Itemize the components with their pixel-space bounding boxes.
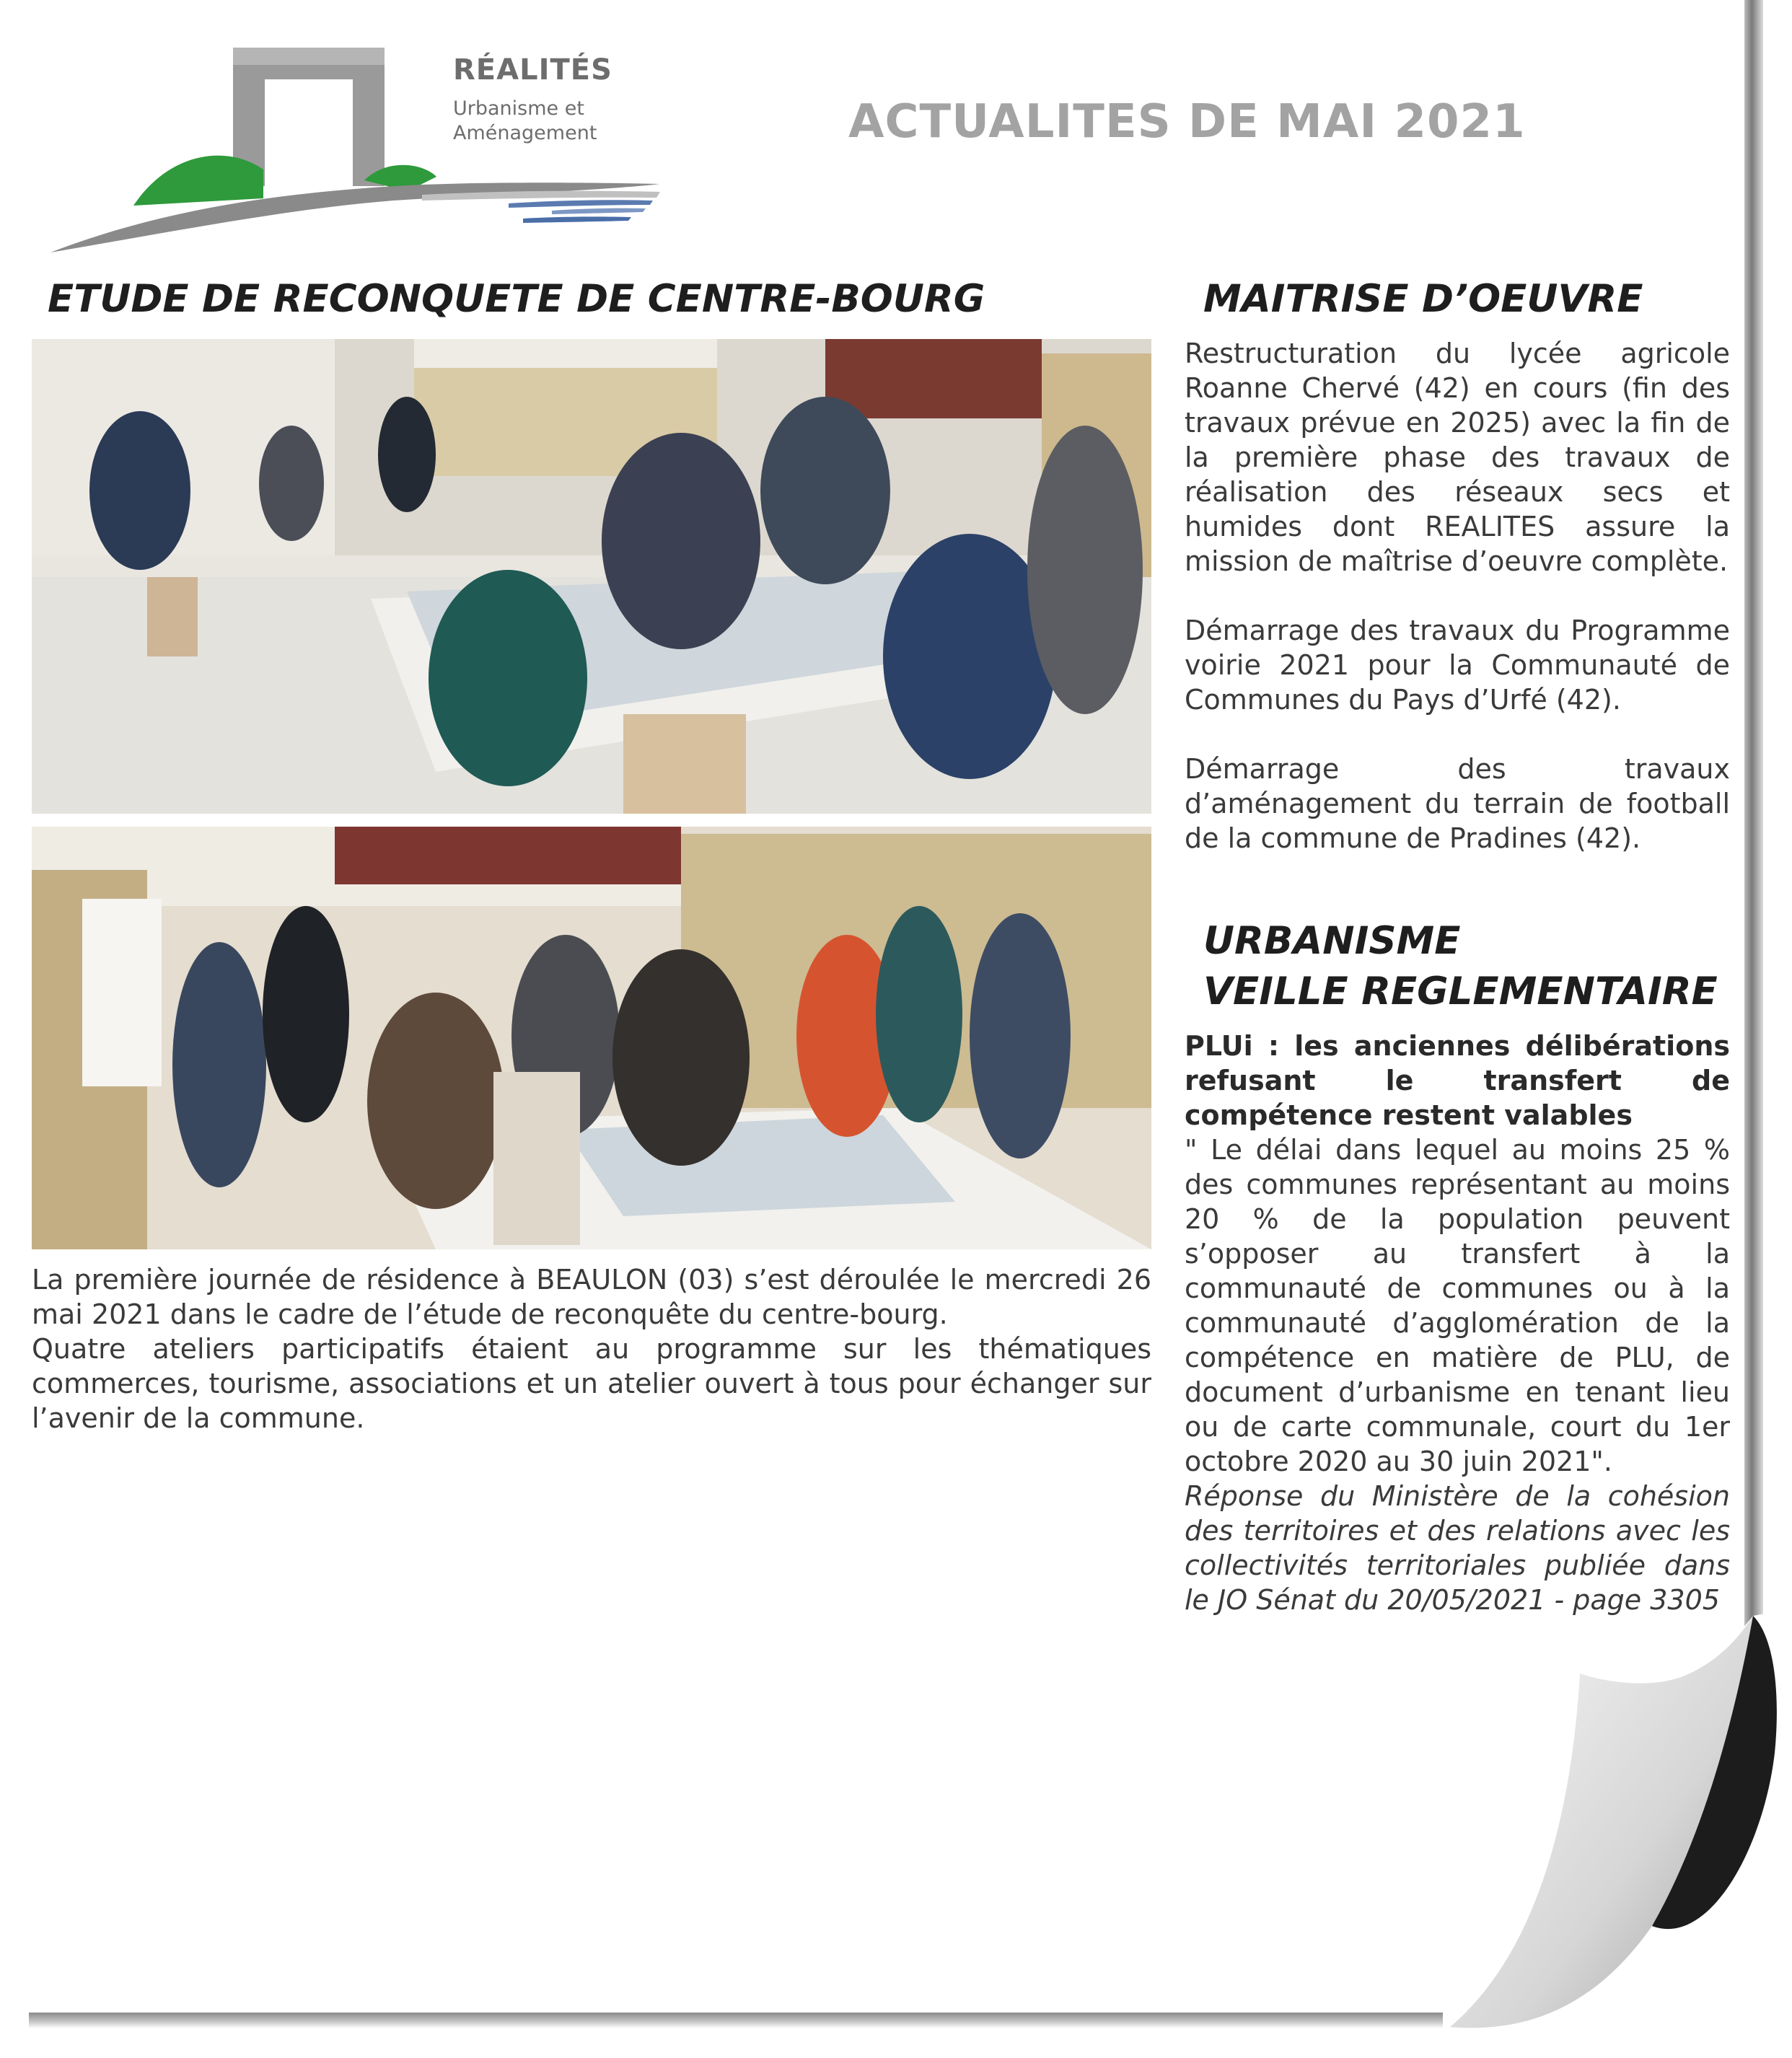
brand-tagline (453, 97, 641, 146)
maitrise-paragraph-3: Démarrage des travaux d’aménagement du terrain de football de la commune de Pradines (42). (1185, 753, 1730, 854)
maitrise-paragraph-1: Restructuration du lycée agricole Roanne Chervé (42) en cours (fin des travaux prévue en 2025) avec la fin de la première phase des travaux de réalisation des réseaux secs et humides dont REALITES assure la mission de maîtrise d’oeuvre complète. (1185, 338, 1730, 577)
maitrise-text (1185, 336, 1730, 856)
plui-source: Réponse du Ministère de la cohésion des territoires et des relations avec les collectivités territoriales publiée dans le JO Sénat du 20/05/2021 - page 3305 (1185, 1480, 1730, 1616)
plui-quote: " Le délai dans lequel au moins 25 % des communes représentant au moins 20 % de la population peuvent s’opposer au transfert à la communauté de communes ou à la communauté d’agglomération de la compétence en matière de PLU, de document d’urbanisme en tenant lieu ou de carte communale, court du 1er octobre 2020 au 30 juin 2021". (1185, 1134, 1730, 1477)
section-heading-veille: VEILLE REGLEMENTAIRE (1203, 969, 1718, 1013)
section-heading-centre-bourg: ETUDE DE RECONQUETE DE CENTRE-BOURG (48, 277, 985, 321)
centre-bourg-caption-2: Quatre ateliers participatifs étaient au programme sur les thématiques commerces, tourisme, associations et un atelier ouvert à tous pour échanger sur l’avenir de la commune. (32, 1333, 1151, 1434)
plui-intro: PLUi : les anciennes délibérations refusant le transfert de compétence restent valables (1185, 1030, 1730, 1131)
photo-workshop-group (32, 827, 1151, 1249)
brand-tagline-line-1: Urbanisme et (453, 97, 584, 120)
brand-tagline-line-2: Aménagement (453, 122, 597, 144)
photo-workshop-table (32, 339, 1151, 814)
page-edge-shadow-bottom (29, 2013, 1443, 2028)
centre-bourg-text (32, 1262, 1151, 1435)
section-heading-urbanisme: URBANISME (1203, 919, 1461, 963)
centre-bourg-caption-1: La première journée de résidence à BEAULON (03) s’est déroulée le mercredi 26 mai 2021 dans le cadre de l’étude de reconquête du centre-bourg. (32, 1264, 1151, 1330)
page-title: ACTUALITES DE MAI 2021 (848, 95, 1526, 149)
maitrise-paragraph-2: Démarrage des travaux du Programme voirie 2021 pour la Communauté de Communes du Pays d’Urfé (42). (1185, 615, 1730, 716)
urbanisme-text (1185, 1029, 1730, 1617)
page-curl (1436, 1609, 1792, 2058)
section-heading-maitrise: MAITRISE D’OEUVRE (1203, 277, 1643, 321)
brand-name: RÉALITÉS (453, 53, 612, 87)
page-edge-shadow-right (1744, 0, 1763, 1659)
